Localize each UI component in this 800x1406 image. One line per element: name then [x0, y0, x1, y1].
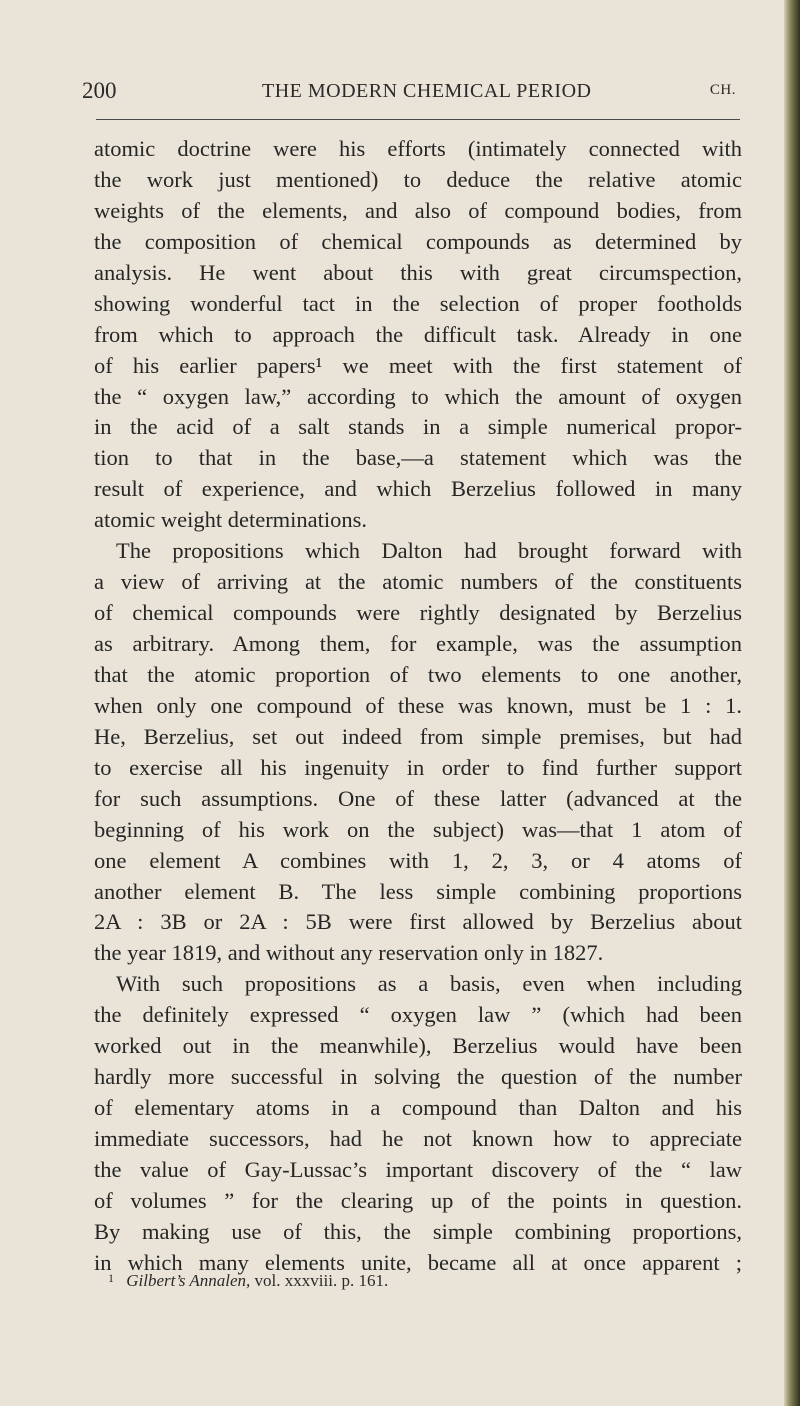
header-rule: [96, 119, 740, 120]
text-line: atomic doctrine were his efforts (intimately connected with: [94, 136, 742, 161]
text-line: showing wonderful tact in the selection of proper footholds: [94, 290, 742, 316]
text-line: of volumes ” for the clearing up of the points in question.: [94, 1187, 742, 1213]
text-line: weights of the elements, and also of compound bodies, from: [94, 197, 742, 223]
paragraph-start-line: The propositions which Dalton had brought forward with: [116, 538, 742, 564]
text-line: one element A combines with 1, 2, 3, or 4 atoms of: [94, 847, 742, 873]
footnote-marker: 1: [108, 1271, 114, 1285]
text-line: of his earlier papers¹ we meet with the first statement of: [94, 352, 742, 378]
footnote: [108, 1271, 388, 1291]
text-line: analysis. He went about this with great circumspection,: [94, 259, 742, 285]
text-line: By making use of this, the simple combining proportions,: [94, 1218, 742, 1244]
text-line: the work just mentioned) to deduce the relative atomic: [94, 166, 742, 192]
text-line: as arbitrary. Among them, for example, was the assumption: [94, 631, 742, 656]
text-line: to exercise all his ingenuity in order to find further support: [94, 754, 742, 780]
text-line: of elementary atoms in a compound than Dalton and his: [94, 1095, 742, 1121]
text-line: for such assumptions. One of these latter (advanced at the: [94, 785, 742, 811]
text-line: worked out in the meanwhile), Berzelius would have been: [94, 1033, 742, 1059]
text-line: that the atomic proportion of two elements to one another,: [94, 661, 742, 687]
text-line: the composition of chemical compounds as determined by: [94, 228, 742, 254]
text-line: when only one compound of these was known, must be 1 : 1.: [94, 692, 742, 718]
text-line: He, Berzelius, set out indeed from simple premises, but had: [94, 723, 742, 749]
text-line: result of experience, and which Berzelius followed in many: [94, 476, 742, 502]
text-line: tion to that in the base,—a statement which was the: [94, 445, 742, 471]
text-line: 2A : 3B or 2A : 5B were first allowed by Berzelius about: [94, 909, 742, 935]
text-line: hardly more successful in solving the question of the number: [94, 1064, 742, 1090]
text-line: the year 1819, and without any reservation only in 1827.: [94, 940, 604, 966]
running-head: [82, 78, 742, 108]
text-line: in the acid of a salt stands in a simple numerical propor-: [94, 414, 742, 440]
running-head-title: THE MODERN CHEMICAL PERIOD: [262, 80, 592, 102]
page-edge-shadow: [784, 0, 800, 1406]
text-line: of chemical compounds were rightly designated by Berzelius: [94, 600, 742, 626]
text-line: from which to approach the difficult task. Already in one: [94, 321, 742, 347]
footnote-reference: vol. xxxviii. p. 161.: [254, 1271, 389, 1290]
page-number: 200: [82, 78, 117, 103]
text-line: in which many elements unite, became all at once apparent ;: [94, 1249, 742, 1275]
text-line: the definitely expressed “ oxygen law ” (which had been: [94, 1002, 742, 1028]
chapter-mark: CH.: [709, 82, 736, 98]
body-text: [94, 134, 742, 1279]
text-line: beginning of his work on the subject) was—that 1 atom of: [94, 816, 742, 842]
text-line: immediate successors, had he not known how to appreciate: [94, 1126, 742, 1151]
text-line: another element B. The less simple combining proportions: [94, 878, 742, 904]
text-line: a view of arriving at the atomic numbers of the constituents: [94, 569, 742, 595]
text-line: the value of Gay-Lussac’s important discovery of the “ law: [94, 1156, 742, 1182]
text-line: atomic weight determinations.: [94, 507, 368, 533]
footnote-journal: Gilbert’s Annalen,: [126, 1271, 251, 1290]
paragraph-start-line: With such propositions as a basis, even when including: [116, 971, 742, 997]
text-line: the “ oxygen law,” according to which the amount of oxygen: [94, 383, 742, 409]
